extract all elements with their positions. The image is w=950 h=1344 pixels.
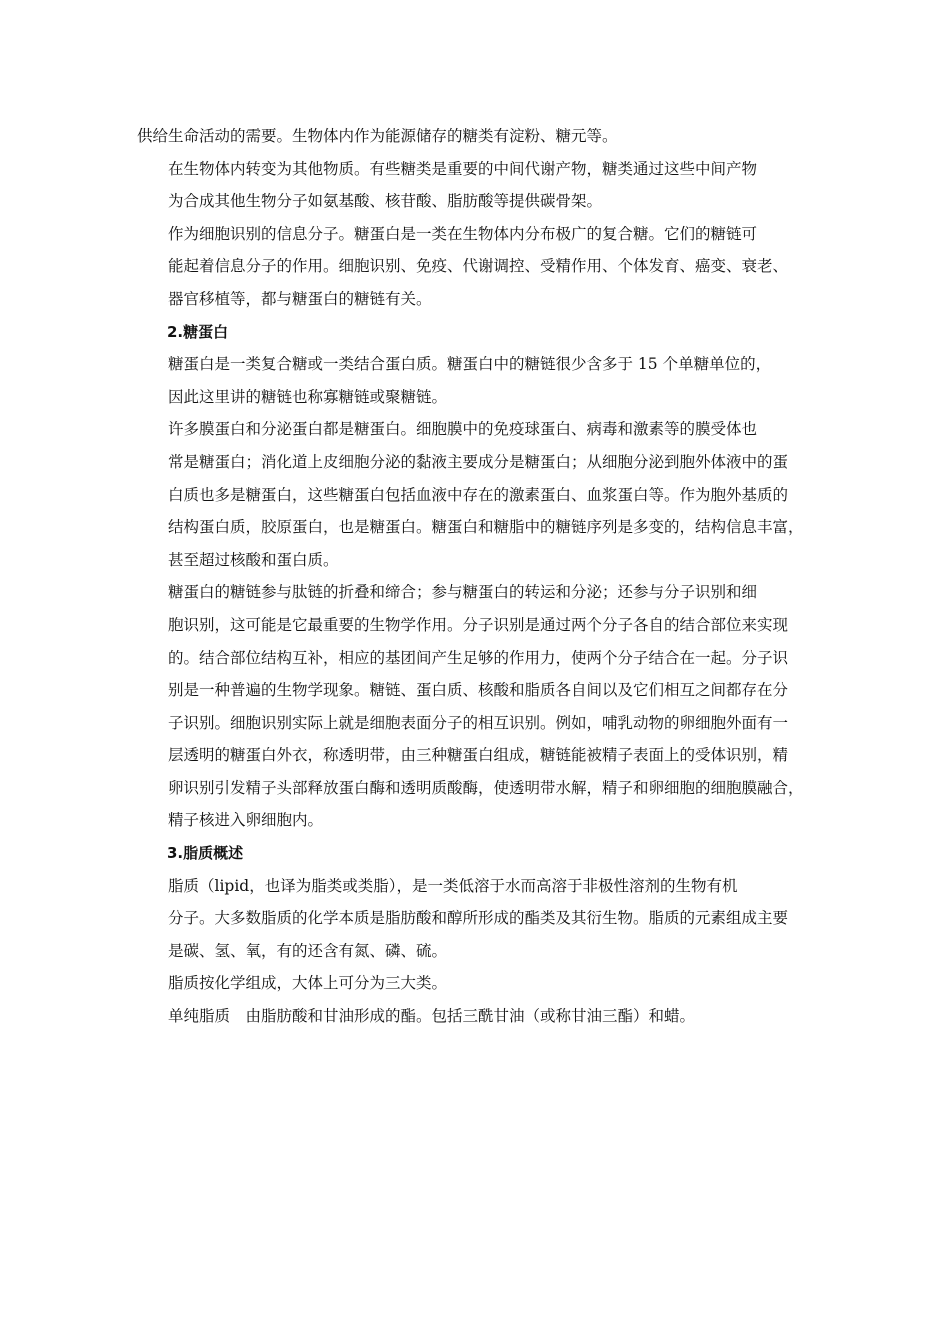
text-line: 结构蛋白质，胶原蛋白，也是糖蛋白。糖蛋白和糖脂中的糖链序列是多变的，结构信息丰富， [168, 518, 804, 537]
section-heading: 3.脂质概述 [167, 844, 244, 863]
text-line: 器官移植等，都与糖蛋白的糖链有关。 [168, 289, 432, 308]
text-line: 许多膜蛋白和分泌蛋白都是糖蛋白。细胞膜中的免疫球蛋白、病毒和激素等的膜受体也 [168, 420, 758, 439]
text-line: 供给生命活动的需要。生物体内作为能源储存的糖类有淀粉、糖元等。 [137, 127, 618, 145]
paragraph [137, 218, 827, 316]
paragraph [137, 348, 827, 413]
text-line: 的。结合部位结构互补，相应的基团间产生足够的作用力，使两个分子结合在一起。分子识 [168, 648, 789, 667]
paragraph [137, 1000, 827, 1033]
text-line: 精子核进入卵细胞内。 [168, 811, 324, 830]
text-line: 单纯脂质 由脂肪酸和甘油形成的酯。包括三酰甘油（或称甘油三酯）和蜡。 [168, 1007, 696, 1026]
paragraph [137, 153, 827, 218]
text-line: 白质也多是糖蛋白，这些糖蛋白包括血液中存在的激素蛋白、血浆蛋白等。作为胞外基质的 [168, 485, 789, 504]
text-line: 糖蛋白是一类复合糖或一类结合蛋白质。糖蛋白中的糖链很少含多于 15 个单糖单位的， [168, 355, 772, 374]
text-line: 卵识别引发精子头部释放蛋白酶和透明质酸酶，使透明带水解，精子和卵细胞的细胞膜融合， [168, 778, 804, 797]
text-line: 别是一种普遍的生物学现象。糖链、蛋白质、核酸和脂质各自间以及它们相互之间都存在分 [168, 681, 789, 700]
paragraph [137, 120, 827, 153]
text-line: 脂质按化学组成，大体上可分为三大类。 [168, 974, 448, 993]
paragraph [137, 967, 827, 1000]
text-line: 为合成其他生物分子如氨基酸、核苷酸、脂肪酸等提供碳骨架。 [168, 192, 603, 211]
section-heading: 2.糖蛋白 [167, 322, 229, 341]
text-line: 在生物体内转变为其他物质。有些糖类是重要的中间代谢产物，糖类通过这些中间产物 [168, 159, 758, 178]
text-line: 是碳、氢、氧，有的还含有氮、磷、硫。 [168, 941, 448, 960]
text-line: 子识别。细胞识别实际上就是细胞表面分子的相互识别。例如，哺乳动物的卵细胞外面有一 [168, 713, 789, 732]
text-line: 常是糖蛋白；消化道上皮细胞分泌的黏液主要成分是糖蛋白；从细胞分泌到胞外体液中的蛋 [168, 452, 789, 471]
text-line: 脂质（lipid，也译为脂类或类脂），是一类低溶于水而高溶于非极性溶剂的生物有机 [168, 876, 738, 895]
paragraph [137, 576, 827, 837]
text-line: 作为细胞识别的信息分子。糖蛋白是一类在生物体内分布极广的复合糖。它们的糖链可 [168, 224, 758, 243]
text-line: 层透明的糖蛋白外衣，称透明带，由三种糖蛋白组成，糖链能被精子表面上的受体识别，精 [168, 746, 789, 765]
paragraph [137, 413, 827, 576]
text-line: 胞识别，这可能是它最重要的生物学作用。分子识别是通过两个分子各自的结合部位来实现 [168, 615, 789, 634]
text-line: 因此这里讲的糖链也称寡糖链或聚糖链。 [168, 387, 448, 406]
text-line: 糖蛋白的糖链参与肽链的折叠和缔合；参与糖蛋白的转运和分泌；还参与分子识别和细 [168, 583, 758, 602]
text-line: 能起着信息分子的作用。细胞识别、免疫、代谢调控、受精作用、个体发育、癌变、衰老、 [168, 257, 789, 276]
text-line: 甚至超过核酸和蛋白质。 [168, 550, 339, 569]
document-page [137, 120, 827, 1033]
text-line: 分子。大多数脂质的化学本质是脂肪酸和醇所形成的酯类及其衍生物。脂质的元素组成主要 [168, 909, 789, 928]
paragraph [137, 870, 827, 968]
